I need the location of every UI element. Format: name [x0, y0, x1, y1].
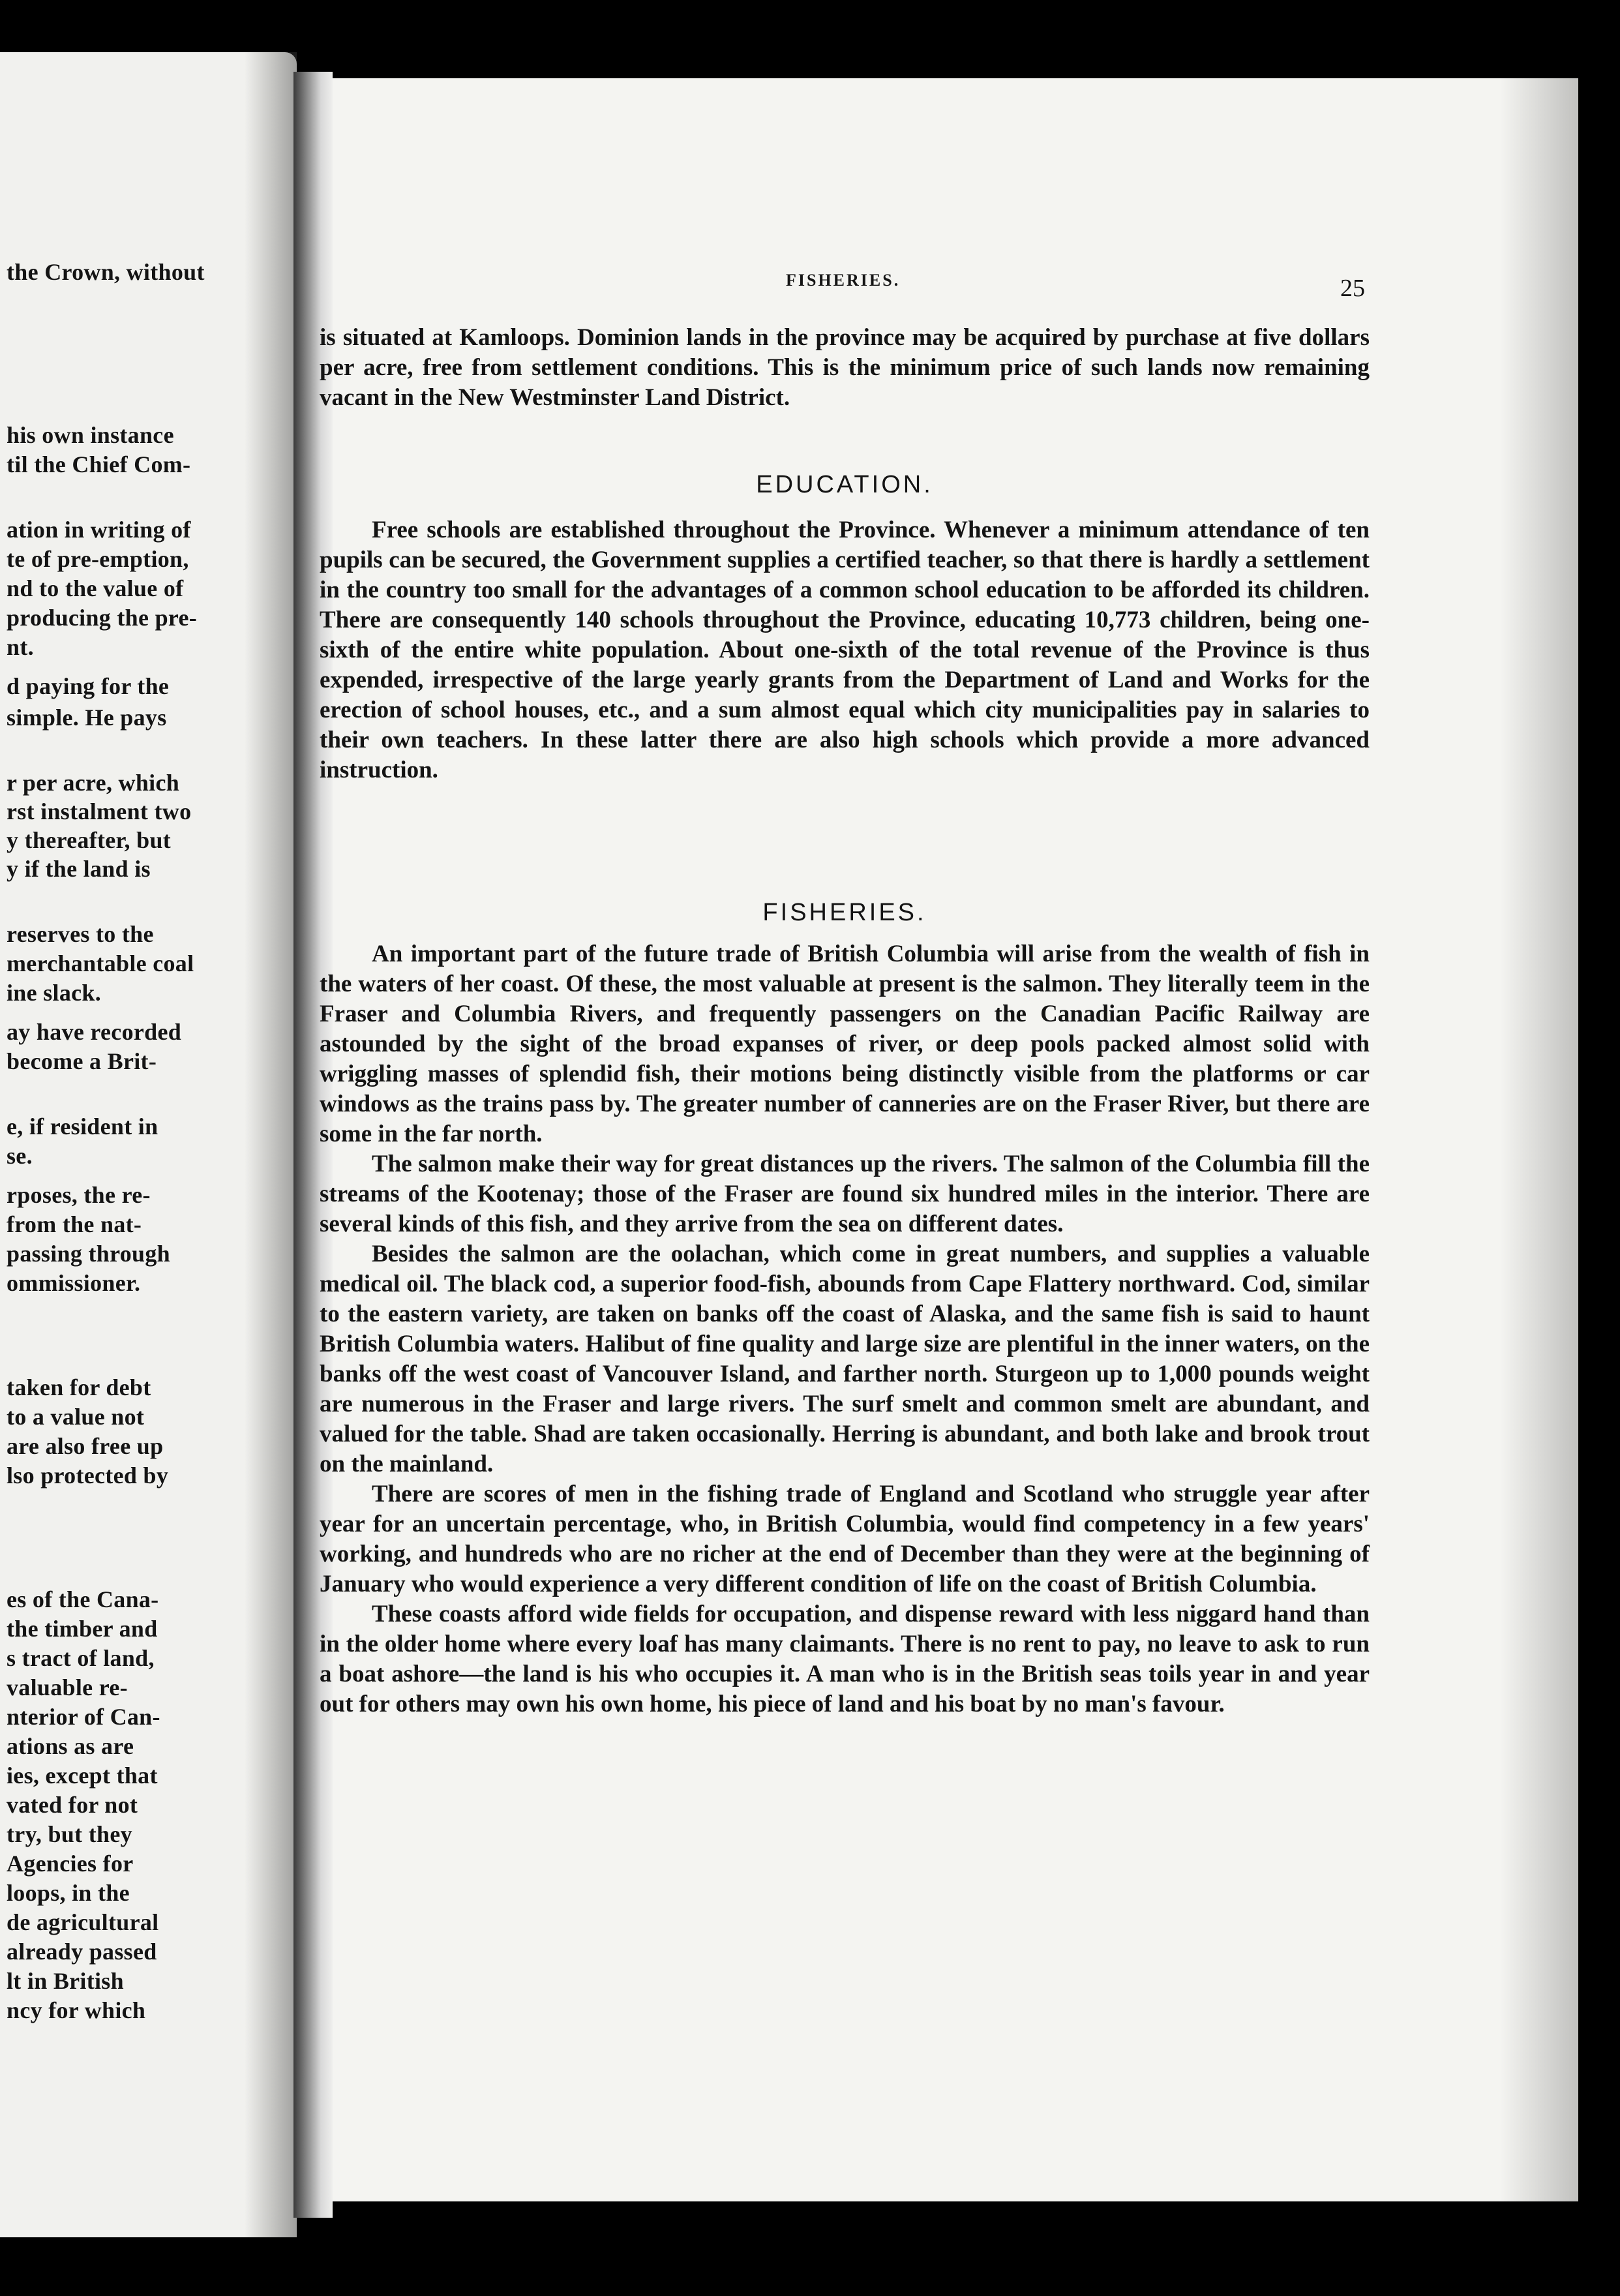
education-heading: EDUCATION.	[756, 471, 933, 498]
left-page-line: nt.	[7, 634, 34, 660]
intro-paragraph: is situated at Kamloops. Dominion lands in the province may be acquired by purchase at five dollars per acre, free from settlement conditions. This is the minimum price of such lands now remaining vacant in the New Westminster Land District.	[320, 324, 1370, 411]
education-text-block	[320, 515, 1370, 785]
left-page-line: become a Brit-	[7, 1048, 157, 1074]
left-page-line: es of the Cana-	[7, 1586, 159, 1612]
left-page-line: ay have recorded	[7, 1019, 182, 1045]
running-head: FISHERIES.	[786, 271, 901, 290]
gutter-shadow	[245, 52, 297, 2237]
left-page-line: ation in writing of	[7, 517, 191, 543]
left-page-line: vated for not	[7, 1792, 138, 1818]
left-page-line: y thereafter, but	[7, 827, 172, 853]
left-page-line: d paying for the	[7, 673, 170, 699]
fisheries-text-block	[320, 939, 1370, 1719]
left-page-line: lso protected by	[7, 1462, 169, 1488]
education-paragraph: Free schools are established throughout the Province. Whenever a minimum attendance of ten pupils can be secured, the Government supplies a certified teacher, so that there is hardly a settlement in the country too small for the advantages of a common school education to be afforded its children. There are consequently 140 schools throughout the Province, educating 10,773 children, being one-sixth of the entire white population. About one-sixth of the total revenue of the Province is thus expended, irrespective of the large yearly grants from the Department of Land and Works for the erection of school houses, etc., and a sum almost equal which city municipalities pay in salaries to their own teachers. In these latter there are also high schools which provide a more advanced instruction.	[320, 517, 1370, 783]
page-edge-shadow	[1500, 78, 1578, 2201]
left-page-line: rposes, the re-	[7, 1182, 151, 1208]
page-number: 25	[1340, 275, 1365, 302]
left-page-line: rst instalment two	[7, 798, 192, 824]
left-page-line: nd to the value of	[7, 575, 184, 601]
left-page-line: the Crown, without	[7, 259, 205, 285]
left-page-line: loops, in the	[7, 1880, 130, 1906]
left-page-line: ine slack.	[7, 980, 102, 1006]
left-page-line: try, but they	[7, 1821, 132, 1847]
left-page-line: nterior of Can-	[7, 1704, 160, 1730]
left-page-line: his own instance	[7, 422, 174, 448]
left-page-line: Agencies for	[7, 1850, 134, 1877]
left-page-line: y if the land is	[7, 856, 151, 882]
left-page-line: de agricultural	[7, 1909, 159, 1935]
fisheries-paragraph: An important part of the future trade of British Columbia will arise from the wealth of fish in the waters of her coast. Of these, the most valuable at present is the salmon. They literally teem in the Fraser and Columbia Rivers, and frequently passengers on the Canadian Pacific Railway are astounded by the sight of the broad expanses of river, or deep pools packed almost solid with wriggling masses of splendid fish, their motions being distinctly visible from the platforms or car windows as the trains pass by. The greater number of canneries are on the Fraser River, but there are some in the far north.	[320, 941, 1370, 1147]
left-page-line: lt in British	[7, 1968, 124, 1994]
left-page-line: til the Chief Com-	[7, 451, 191, 477]
left-page-line: the timber and	[7, 1616, 158, 1642]
fisheries-heading: FISHERIES.	[762, 899, 927, 926]
left-page-line: e, if resident in	[7, 1113, 158, 1140]
intro-text-block	[320, 323, 1370, 413]
left-page-line: to a value not	[7, 1404, 145, 1430]
left-page-line: ncy for which	[7, 1997, 146, 2023]
left-page-line: ies, except that	[7, 1762, 158, 1789]
left-page-line: already passed	[7, 1939, 157, 1965]
left-page-line: reserves to the	[7, 921, 154, 947]
left-page-line: te of pre-emption,	[7, 546, 189, 572]
left-page-line: valuable re-	[7, 1674, 128, 1700]
fisheries-paragraph: The salmon make their way for great distances up the rivers. The salmon of the Columbia fill the streams of the Kootenay; those of the Fraser are found six hundred miles in the interior. There are several kinds of this fish, and they arrive from the sea on different dates.	[320, 1151, 1370, 1237]
left-page-line: s tract of land,	[7, 1645, 155, 1671]
left-page-line: taken for debt	[7, 1374, 151, 1400]
fisheries-paragraph: These coasts afford wide fields for occupation, and dispense reward with less niggard hand than in the older home where every loaf has many claimants. There is no rent to pay, no leave to ask to run a boat ashore—the land is his who occupies it. A man who is in the British seas toils year in and year out for others may own his own home, his piece of land and his boat by no man's favour.	[320, 1601, 1370, 1717]
fisheries-paragraph: There are scores of men in the fishing trade of England and Scotland who struggle year after year for an uncertain percentage, who, in British Columbia, would find competency in a few years' working, and hundreds who are no richer at the end of December than they were at the beginning of January who would experience a very different condition of life on the coast of British Columbia.	[320, 1481, 1370, 1597]
left-page-line: passing through	[7, 1241, 170, 1267]
left-page-line: se.	[7, 1143, 33, 1169]
left-page-line: ations as are	[7, 1733, 134, 1759]
left-page-line: from the nat-	[7, 1211, 142, 1237]
left-page-line: producing the pre-	[7, 605, 198, 631]
left-page-line: r per acre, which	[7, 770, 180, 796]
left-page-line: simple. He pays	[7, 704, 167, 731]
left-page-line: merchantable coal	[7, 950, 194, 976]
left-page-line: are also free up	[7, 1433, 164, 1459]
fisheries-paragraph: Besides the salmon are the oolachan, which come in great numbers, and supplies a valuable medical oil. The black cod, a superior food-fish, abounds from Cape Flattery northward. Cod, similar to the eastern variety, are taken on banks off the coast of Alaska, and the same fish is said to haunt British Columbia waters. Halibut of fine quality and large size are plentiful in the inner waters, on the banks off the west coast of Vancouver Island, and farther north. Sturgeon up to 1,000 pounds weight are numerous in the Fraser and large rivers. The surf smelt and common smelt are abundant, and valued for the table. Shad are taken occasionally. Herring is abundant, and both lake and brook trout on the mainland.	[320, 1241, 1370, 1477]
left-page-line: ommissioner.	[7, 1270, 141, 1296]
